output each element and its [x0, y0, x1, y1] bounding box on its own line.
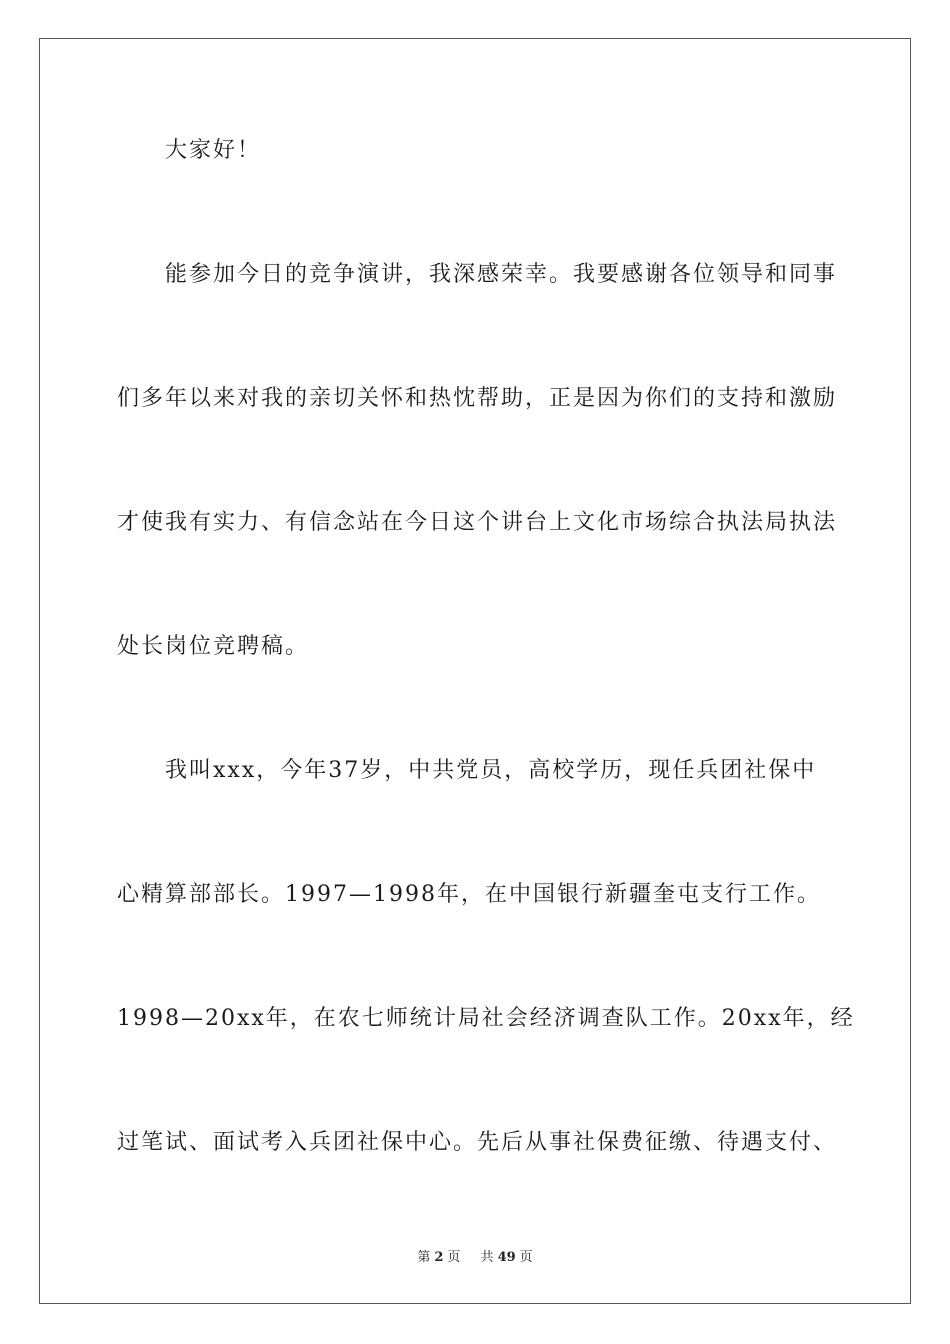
total-suffix: 页 — [519, 1250, 533, 1265]
paragraph-1-line-2: 们多年以来对我的亲切关怀和热忱帮助，正是因为你们的支持和激励 — [117, 386, 838, 411]
page-suffix: 页 — [447, 1250, 461, 1265]
paragraph-2-line-2: 心精算部部长。1997—1998年，在中国银行新疆奎屯支行工作。 — [117, 882, 821, 907]
greeting-line: 大家好！ — [165, 138, 262, 163]
paragraph-1-line-3: 才使我有实力、有信念站在今日这个讲台上文化市场综合执法局执法 — [117, 510, 838, 535]
paragraph-2-line-3: 1998—20xx年，在农七师统计局社会经济调查队工作。20xx年，经 — [117, 1006, 855, 1031]
paragraph-1-line-1: 能参加今日的竞争演讲，我深感荣幸。我要感谢各位领导和同事 — [165, 262, 838, 287]
page-indicator — [413, 1250, 464, 1265]
total-prefix: 共 — [480, 1250, 494, 1265]
page-frame — [39, 38, 911, 1304]
total-indicator — [477, 1250, 537, 1265]
paragraph-2-line-4: 过笔试、面试考入兵团社保中心。先后从事社保费征缴、待遇支付、 — [117, 1130, 838, 1155]
paragraph-1-line-4: 处长岗位竞聘稿。 — [117, 634, 310, 659]
paragraph-2-line-1: 我叫xxx，今年37岁，中共党员，高校学历，现任兵团社保中 — [165, 758, 817, 783]
total-number: 49 — [497, 1250, 516, 1265]
page-number: 2 — [434, 1250, 444, 1265]
page-prefix: 第 — [417, 1250, 431, 1265]
page-footer — [0, 1246, 950, 1265]
